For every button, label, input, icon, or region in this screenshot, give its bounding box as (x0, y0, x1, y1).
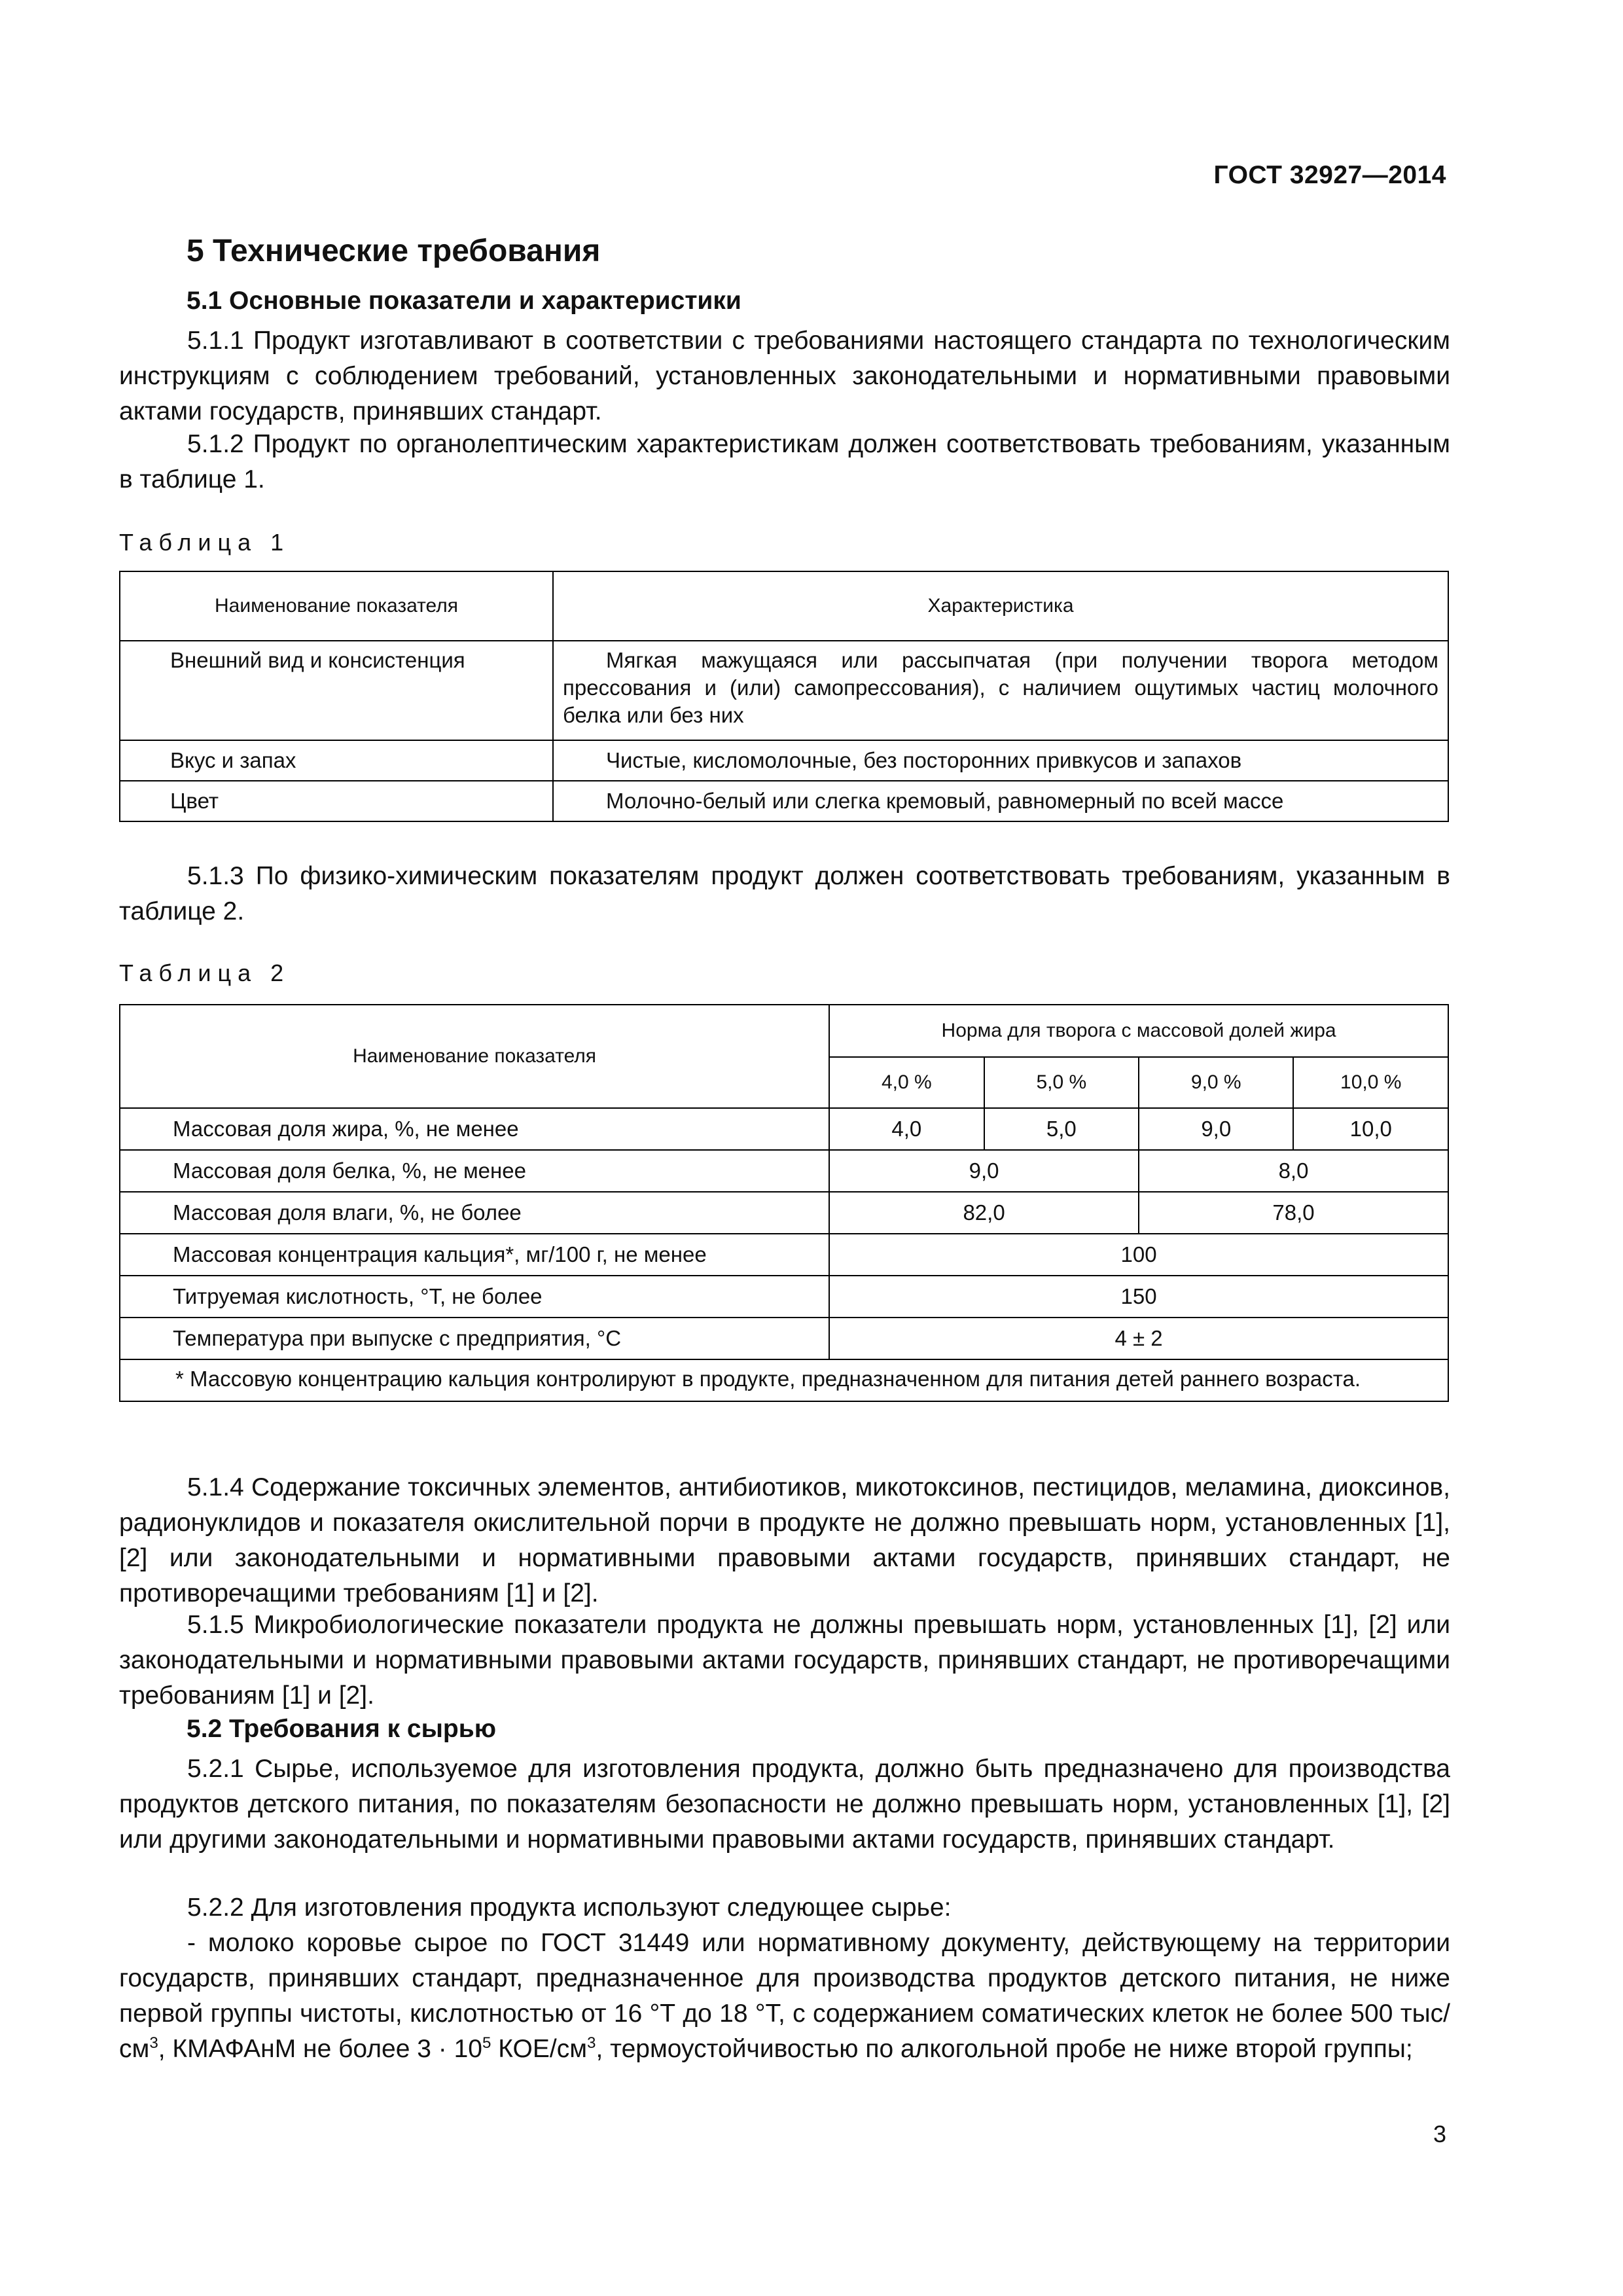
paragraph-5-1-2: 5.1.2 Продукт по органолептическим характеристикам должен соответствовать требованиям, указанным в таблице 1. (119, 430, 1450, 493)
table2-row-name: Массовая концентрация кальция*, мг/100 г, не менее (120, 1234, 829, 1276)
table1-row-value: Чистые, кисломолочные, без посторонних привкусов и запахов (553, 740, 1448, 781)
paragraph-5-1-1: 5.1.1 Продукт изготавливают в соответствии с требованиями настоящего стандарта по технологическим инструкциям с соблюдением требований, установленных законодательными и нормативными правовыми актами государств, принявших стандарт. (119, 327, 1450, 425)
paragraph-5-2-1: 5.2.1 Сырье, используемое для изготовления продукта, должно быть предназначено для производства продуктов детского питания, по показателям безопасности не должно превышать норм, установленных [1], [2] или другими законодательными и нормативными правовыми актами государств, принявших стандарт. (119, 1755, 1450, 1854)
table2-row-name: Температура при выпуске с предприятия, °С (120, 1318, 829, 1359)
page-number: 3 (1433, 2121, 1446, 2147)
table2-cell: 100 (829, 1234, 1448, 1276)
table2-row-name: Массовая доля влаги, %, не более (120, 1192, 829, 1234)
table2-subheader: 9,0 % (1139, 1057, 1293, 1108)
table2-subheader: 4,0 % (829, 1057, 984, 1108)
table-2 (119, 1004, 1449, 1402)
table1-row-name: Внешний вид и консистенция (120, 641, 553, 740)
table2-cell: 4,0 (829, 1108, 984, 1150)
subsection-title-5-2: 5.2 Требования к сырью (187, 1715, 497, 1743)
table2-cell: 10,0 (1293, 1108, 1448, 1150)
table2-cell: 9,0 (1139, 1108, 1293, 1150)
paragraph-5-2-2: 5.2.2 Для изготовления продукта используют следующее сырье: (187, 1893, 952, 1922)
table2-cell: 82,0 (829, 1192, 1139, 1234)
table2-cell: 4 ± 2 (829, 1318, 1448, 1359)
table1-row-name: Цвет (120, 781, 553, 821)
list-item-raw-milk: - молоко коровье сырое по ГОСТ 31449 или нормативному документу, действующему на территории государств, принявших стандарт, предназначенное для производства продуктов детского питания, не ниже первой группы чистоты, кислотностью от 16 °Т до 18 °Т, с содержанием соматических клеток не более 500 тыс/$см^3$, КМАФАнМ не более $3 \cdot 10^5$ КОЕ/$см^3$, термоустойчивостью по алкогольной пробе не ниже второй группы; (119, 1929, 1450, 2063)
table-1 (119, 571, 1449, 822)
paragraph-5-1-4: 5.1.4 Содержание токсичных элементов, антибиотиков, микотоксинов, пестицидов, меламина, диоксинов, радионуклидов и показателя окислительной порчи в продукте не должно превышать норм, установленных [1], [2] или законодательными и нормативными правовыми актами государств, принявших стандарт, не противоречащими требованиям [1] и [2]. (119, 1473, 1450, 1607)
paragraph-5-1-3: 5.1.3 По физико-химическим показателям продукт должен соответствовать требованиям, указанным в таблице 2. (119, 862, 1450, 925)
table2-footnote: * Массовую концентрацию кальция контролируют в продукте, предназначенном для питания детей раннего возраста. (120, 1359, 1448, 1401)
table2-caption: Таблица 2 (119, 960, 291, 986)
table2-cell: 9,0 (829, 1150, 1139, 1192)
table2-row-name: Массовая доля белка, %, не менее (120, 1150, 829, 1192)
table2-subheader: 10,0 % (1293, 1057, 1448, 1108)
table2-cell: 5,0 (984, 1108, 1139, 1150)
table2-row-name: Массовая доля жира, %, не менее (120, 1108, 829, 1150)
section-title: 5 Технические требования (187, 234, 601, 268)
table1-header-name: Наименование показателя (120, 571, 553, 641)
document-id: ГОСТ 32927—2014 (1213, 161, 1446, 189)
table1-row-value: Молочно-белый или слегка кремовый, равномерный по всей массе (553, 781, 1448, 821)
table2-cell: 78,0 (1139, 1192, 1448, 1234)
table1-caption: Таблица 1 (119, 529, 291, 556)
table2-header-name: Наименование показателя (120, 1005, 829, 1108)
paragraph-5-1-5: 5.1.5 Микробиологические показатели продукта не должны превышать норм, установленных [1], [2] или законодательными и нормативными правовыми актами государств, принявших стандарт, не противоречащими требованиям [1] и [2]. (119, 1611, 1450, 1710)
table1-row-name: Вкус и запах (120, 740, 553, 781)
table2-row-name: Титруемая кислотность, °Т, не более (120, 1276, 829, 1318)
table2-header-group: Норма для творога с массовой долей жира (829, 1005, 1448, 1057)
table1-header-value: Характеристика (553, 571, 1448, 641)
table2-cell: 8,0 (1139, 1150, 1448, 1192)
subsection-title-5-1: 5.1 Основные показатели и характеристики (187, 287, 741, 315)
table1-row-value: Мягкая мажущаяся или рассыпчатая (при получении творога методом прессования и (или) самопрессования), с наличием ощутимых частиц молочного белка или без них (553, 641, 1448, 740)
table2-cell: 150 (829, 1276, 1448, 1318)
table2-subheader: 5,0 % (984, 1057, 1139, 1108)
